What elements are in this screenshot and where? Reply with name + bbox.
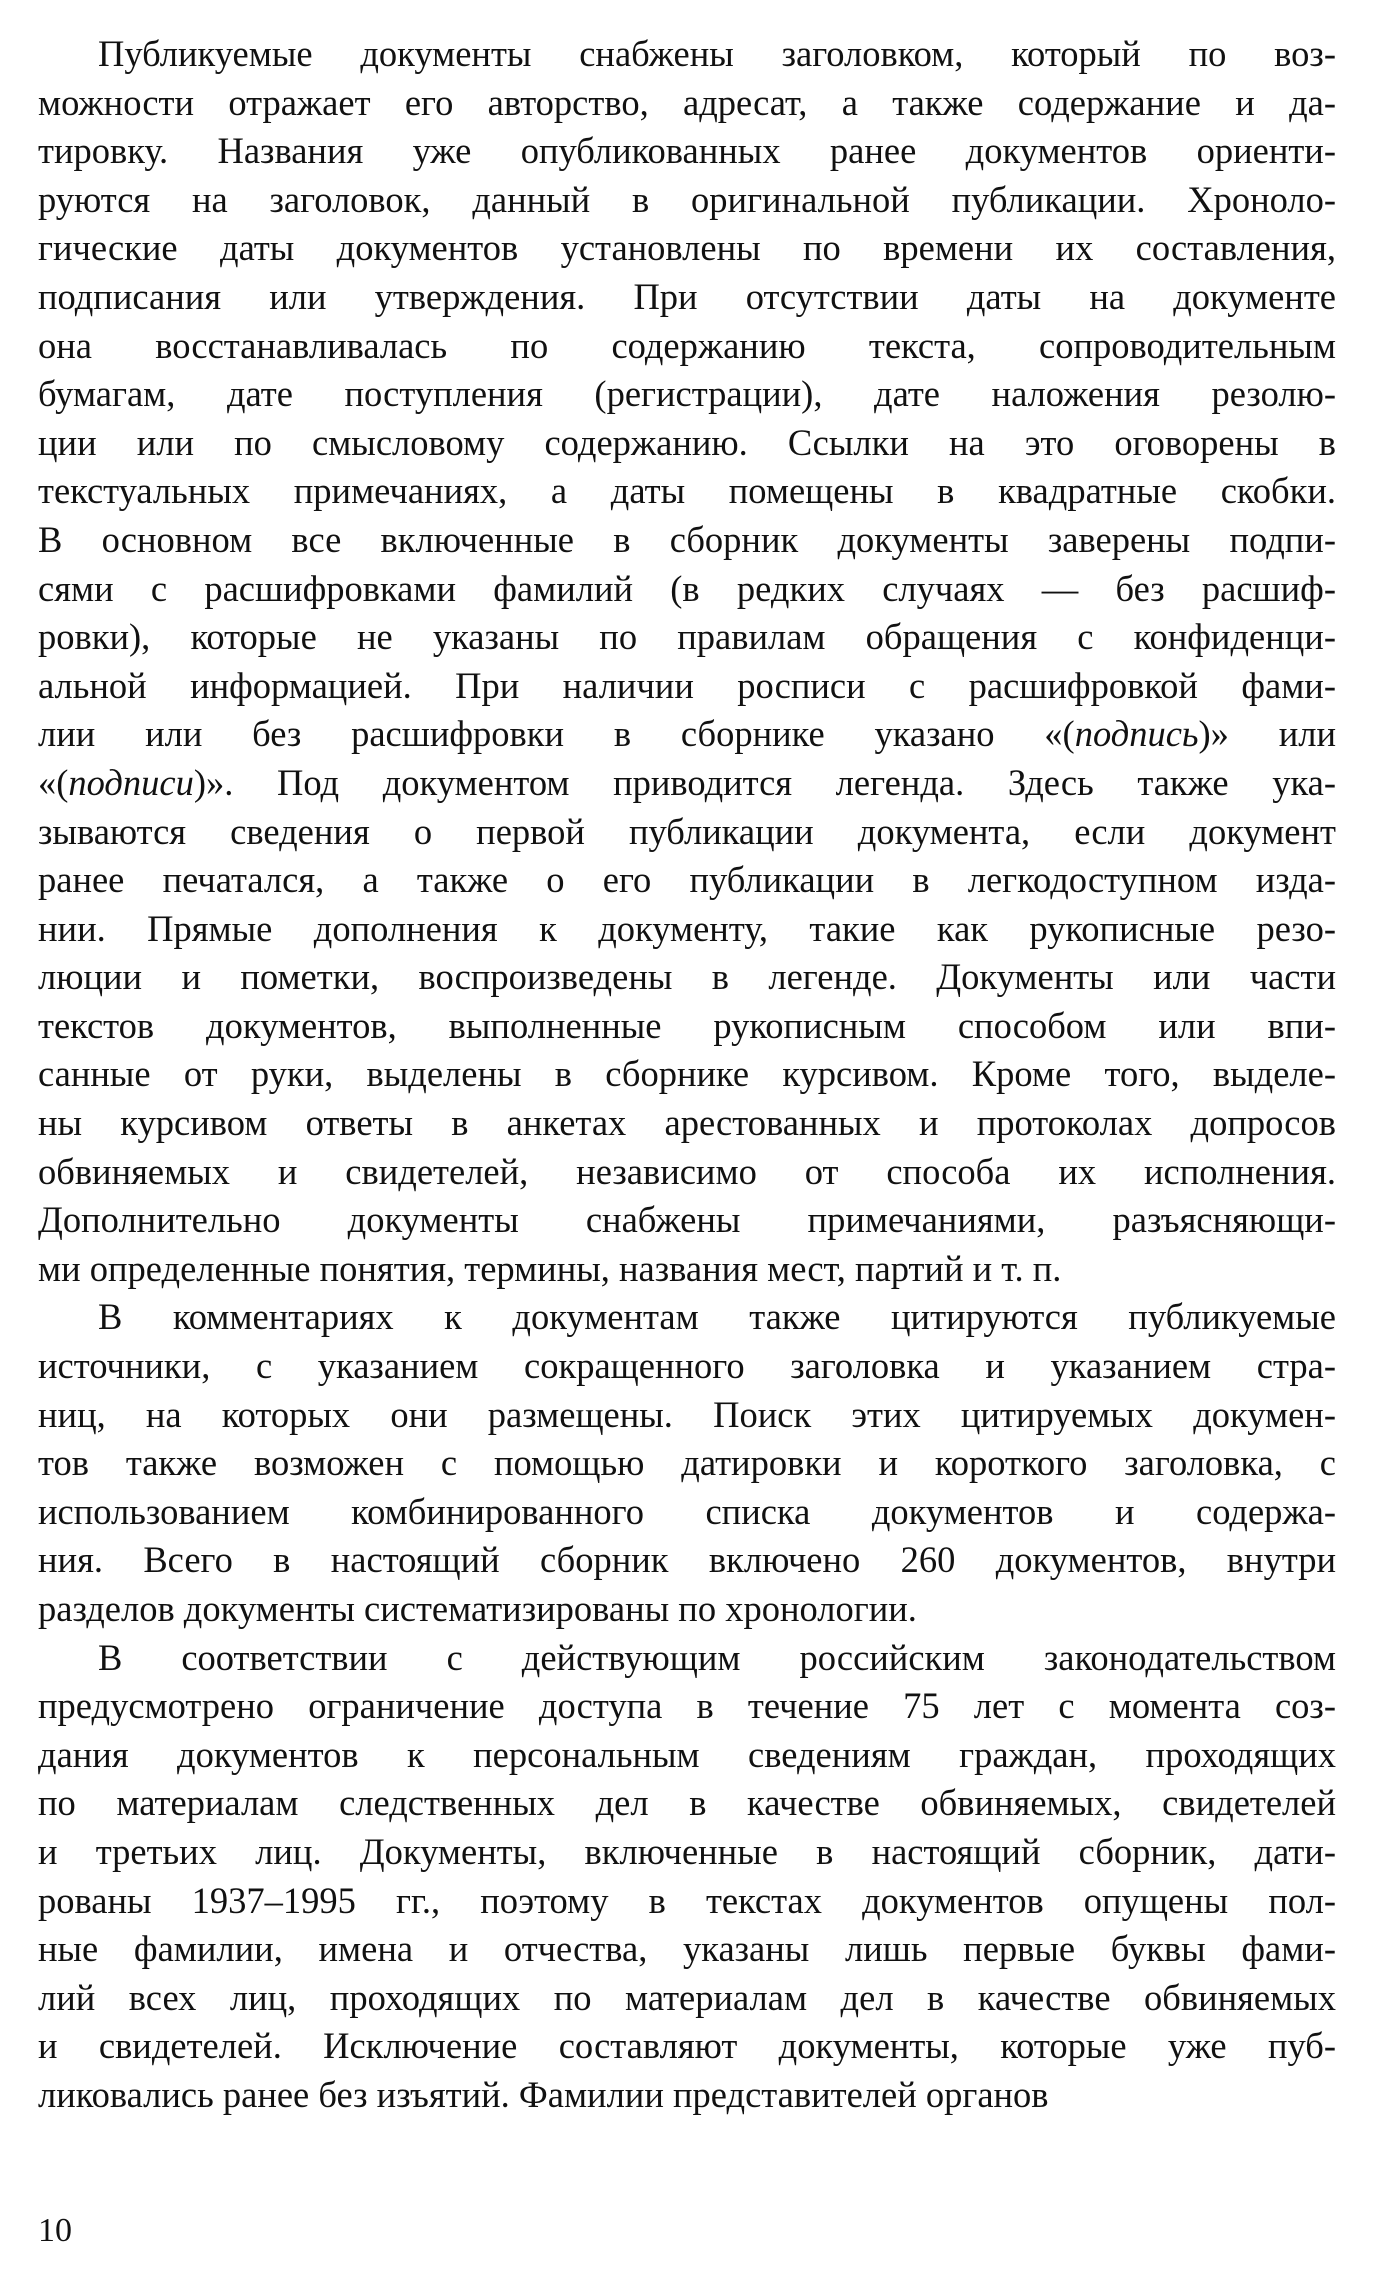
text-line: «(подписи)». Под документом приводится легенда. Здесь также ука- <box>38 761 1336 803</box>
text-line: бумагам, дате поступления (регистрации), дате наложения резолю- <box>38 373 1336 415</box>
text-line: руются на заголовок, данный в оригинальной публикации. Хроноло- <box>38 178 1336 220</box>
text-line: по материалам следственных дел в качестве обвиняемых, свидетелей <box>38 1782 1336 1824</box>
italic-word: подпись <box>1074 713 1199 755</box>
text-line: предусмотрено ограничение доступа в течение 75 лет с момента соз- <box>38 1685 1336 1727</box>
text-line: тировку. Названия уже опубликованных ранее документов ориенти- <box>38 130 1336 172</box>
text-line: Дополнительно документы снабжены примечаниями, разъясняющи- <box>38 1199 1336 1241</box>
text-line: сями с расшифровками фамилий (в редких случаях — без расшиф- <box>38 567 1336 609</box>
text-line: и свидетелей. Исключение составляют документы, которые уже пуб- <box>38 2025 1336 2067</box>
page-number: 10 <box>38 2212 72 2249</box>
text-line: санные от руки, выделены в сборнике курсивом. Кроме того, выделе- <box>38 1053 1336 1095</box>
text-line: В соответствии с действующим российским законодательством <box>98 1636 1336 1678</box>
text-line: зываются сведения о первой публикации документа, если документ <box>38 810 1336 852</box>
text-line: использованием комбинированного списка документов и содержа- <box>38 1490 1336 1532</box>
text-line: лий всех лиц, проходящих по материалам дел в качестве обвиняемых <box>38 1976 1336 2018</box>
text-line: нии. Прямые дополнения к документу, такие как рукописные резо- <box>38 907 1336 949</box>
text-line: она восстанавливалась по содержанию текста, сопроводительным <box>38 324 1336 366</box>
text-line: дания документов к персональным сведениям граждан, проходящих <box>38 1733 1336 1775</box>
page-body <box>38 30 1336 2120</box>
text-line: В основном все включенные в сборник документы заверены подпи- <box>38 518 1336 560</box>
text-line: обвиняемых и свидетелей, независимо от способа их исполнения. <box>38 1150 1336 1192</box>
text-line: ния. Всего в настоящий сборник включено 260 документов, внутри <box>38 1539 1336 1581</box>
text-line: текстуальных примечаниях, а даты помещены в квадратные скобки. <box>38 470 1336 512</box>
paragraph-1 <box>38 30 1336 1293</box>
text-line: В комментариях к документам также цитируются публикуемые <box>98 1296 1336 1338</box>
text-line: ны курсивом ответы в анкетах арестованных и протоколах допросов <box>38 1102 1336 1144</box>
text-line: ликовались ранее без изъятий. Фамилии представителей органов <box>38 2073 1049 2115</box>
paragraph-3 <box>38 1634 1336 2120</box>
text-line: альной информацией. При наличии росписи с расшифровкой фами- <box>38 664 1336 706</box>
text-line: ные фамилии, имена и отчества, указаны лишь первые буквы фами- <box>38 1928 1336 1970</box>
text-line: ми определенные понятия, термины, названия мест, партий и т. п. <box>38 1247 1062 1289</box>
text-line: гические даты документов установлены по времени их составления, <box>38 227 1336 269</box>
paragraph-2 <box>38 1293 1336 1633</box>
text-line: ниц, на которых они размещены. Поиск этих цитируемых докумен- <box>38 1393 1336 1435</box>
text-line: можности отражает его авторство, адресат, а также содержание и да- <box>38 81 1336 123</box>
italic-word: подписи <box>68 761 194 803</box>
text-line: ровки), которые не указаны по правилам обращения с конфиденци- <box>38 616 1336 658</box>
text-line: подписания или утверждения. При отсутствии даты на документе <box>38 275 1336 317</box>
text-line: лии или без расшифровки в сборнике указано «(подпись)» или <box>38 713 1336 755</box>
text-line: тов также возможен с помощью датировки и короткого заголовка, с <box>38 1442 1336 1484</box>
text-line: рованы 1937–1995 гг., поэтому в текстах документов опущены пол- <box>38 1879 1336 1921</box>
text-line: разделов документы систематизированы по хронологии. <box>38 1588 917 1629</box>
text-line: источники, с указанием сокращенного заголовка и указанием стра- <box>38 1345 1336 1387</box>
text-line: и третьих лиц. Документы, включенные в настоящий сборник, дати- <box>38 1830 1336 1872</box>
text-line: Публикуемые документы снабжены заголовком, который по воз- <box>98 33 1336 74</box>
text-line: ции или по смысловому содержанию. Ссылки на это оговорены в <box>38 421 1336 463</box>
text-line: люции и пометки, воспроизведены в легенде. Документы или части <box>38 956 1336 998</box>
text-line: ранее печатался, а также о его публикации в легкодоступном изда- <box>38 859 1336 901</box>
text-line: текстов документов, выполненные рукописным способом или впи- <box>38 1004 1336 1046</box>
